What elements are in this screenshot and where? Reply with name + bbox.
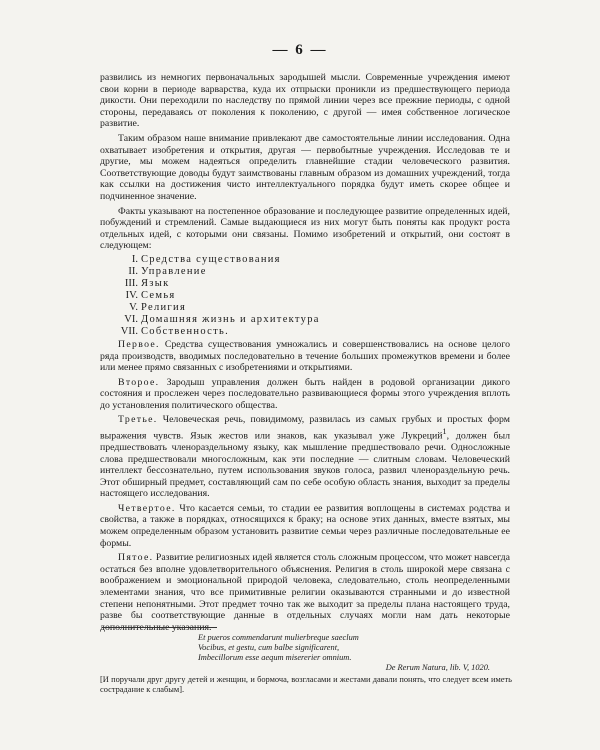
list-item (100, 326, 510, 338)
list-item-number: I. (131, 253, 138, 265)
list-item-number: IV. (125, 289, 138, 301)
list-item (100, 314, 510, 326)
section-fifth (100, 552, 510, 633)
section-heading: Второе. (118, 376, 160, 388)
topics-list (100, 254, 510, 338)
list-item (100, 254, 510, 266)
list-item (100, 290, 510, 302)
footnote-source: De Rerum Natura, lib. V, 1020. (385, 663, 490, 672)
footnote-quote-line: Imbecillorum esse aequm misererier omnium. (198, 653, 352, 662)
list-item-label: Язык (141, 277, 170, 289)
list-item (100, 266, 510, 278)
paragraph-1: развились из немногих первоначальных зародышей мысли. Современные учреждения имеют свои корни в периоде варварства, куда их отпрыски проникли из предшествующего периода дикости. Они переходили по наследству по прямой линии через все прежние периоды, с одной стороны, передаваясь от поколения к поколению, с другой — имея собственное логическое развитие. (100, 72, 510, 130)
footnote-reference: 1 (442, 427, 447, 437)
footnote-quote-line: Vocibus, et gestu, cum balbe significarent, (198, 643, 340, 652)
section-heading: Первое. (118, 338, 160, 350)
section-text: Зародыш управления должен быть найден в родовой организации дикого состояния и прослежен через последовательно развивающиеся формы этого учреждения вплоть до установления политического общества. (100, 376, 510, 411)
list-item-number: V. (129, 301, 138, 313)
list-item-label: Собственность. (141, 325, 230, 337)
list-item-label: Семья (141, 289, 176, 301)
footnote-divider (102, 627, 217, 628)
list-item-number: II. (128, 265, 138, 277)
section-heading: Третье. (118, 414, 158, 426)
list-item-number: III. (124, 277, 138, 289)
section-second (100, 377, 510, 412)
paragraph-2: Таким образом наше внимание привлекают две самостоятельные линии исследования. Одна охватывает изобретения и открытия, другая — первобытные учреждения. Исследовав те и другие, мы можем надеяться определить главнейшие стадии человеческого развития. Соответствующие доводы будут заимствованы главным образом из домашних учреждений, тогда как ссылки на достижения чисто интеллектуального порядка будут иметь скорее общее и подчиненное значение. (100, 132, 510, 202)
section-text: Человеческая речь, повидимому, развилась из самых грубых и простых форм выражения чувств. Язык жестов или знаков, как указывал уже Лукреций (100, 414, 511, 442)
list-item-number: VII. (120, 325, 138, 337)
list-item-label: Средства существования (141, 253, 281, 265)
page-number: — 6 — (272, 42, 328, 58)
footnote (100, 633, 512, 695)
section-text: Что касается семьи, то стадии ее развития воплощены в системах родства и свойства, а также в порядках, относящихся к браку; на основе этих данных, вместе взятых, мы можем определенным образом установить развитие семьи через различные последовательные ее формы. (100, 502, 511, 549)
section-text: , должен был предшествовать членораздельному языку, как мышление предшествовало речи. Односложные слова предшествовали многосложным, как эти последние — слитным словам. Человеческий интеллект бессознательно, путем использования звуков голоса, развил членораздельную речь. Этот обширный предмет, составляющий сам по себе особую область знания, выходит за пределы настоящего исследования. (100, 430, 510, 500)
main-text (100, 72, 510, 633)
paragraph-3: Факты указывают на постепенное образование и последующее развитие определенных идей, побуждений и стремлений. Самые выдающиеся из них могут быть поняты как продукт роста отдельных идей, с которыми они связаны. Помимо изобретений и открытий, они состоят в следующем: (100, 205, 510, 252)
section-text: Развитие религиозных идей является столь сложным процессом, что может навсегда остаться без вполне удовлетворительного объяснения. Религия в столь широкой мере связана с воображением и эмоциональной природой человека, следовательно, столь неопределенными элементами знания, что все примитивные религии оказываются странными и до известной степени непонятными. Этот предмет точно так же выходит за пределы плана настоящего труда, разве бы соответствующие данные в отдельных случаях могли нам дать некоторые дополнительные указания. (100, 552, 510, 633)
section-third (100, 414, 510, 499)
footnote-quote (100, 633, 512, 663)
list-item-label: Религия (141, 301, 187, 313)
list-item-label: Управление (141, 265, 207, 277)
list-item (100, 302, 510, 314)
section-heading: Пятое. (118, 552, 154, 564)
section-fourth (100, 503, 510, 549)
list-item-label: Домашняя жизнь и архитектура (141, 313, 320, 325)
list-item (100, 278, 510, 290)
section-text: Средства существования умножались и совершенствовались на основе целого ряда производств, вводимых последовательно в течение больших промежутков времени и более или менее прямо связанных с изобретениями и открытиями. (100, 338, 510, 374)
list-item-number: VI. (124, 313, 138, 325)
section-heading: Четвертое. (118, 502, 176, 514)
section-first (100, 339, 510, 374)
footnote-translation: [И поручали друг другу детей и женщин, и бормоча, возгласами и жестами давали понять, что следует всем иметь сострадание к слабым]. (100, 675, 512, 694)
footnote-quote-line: Et pueros commendarunt mulierbreque saeclum (198, 633, 359, 642)
